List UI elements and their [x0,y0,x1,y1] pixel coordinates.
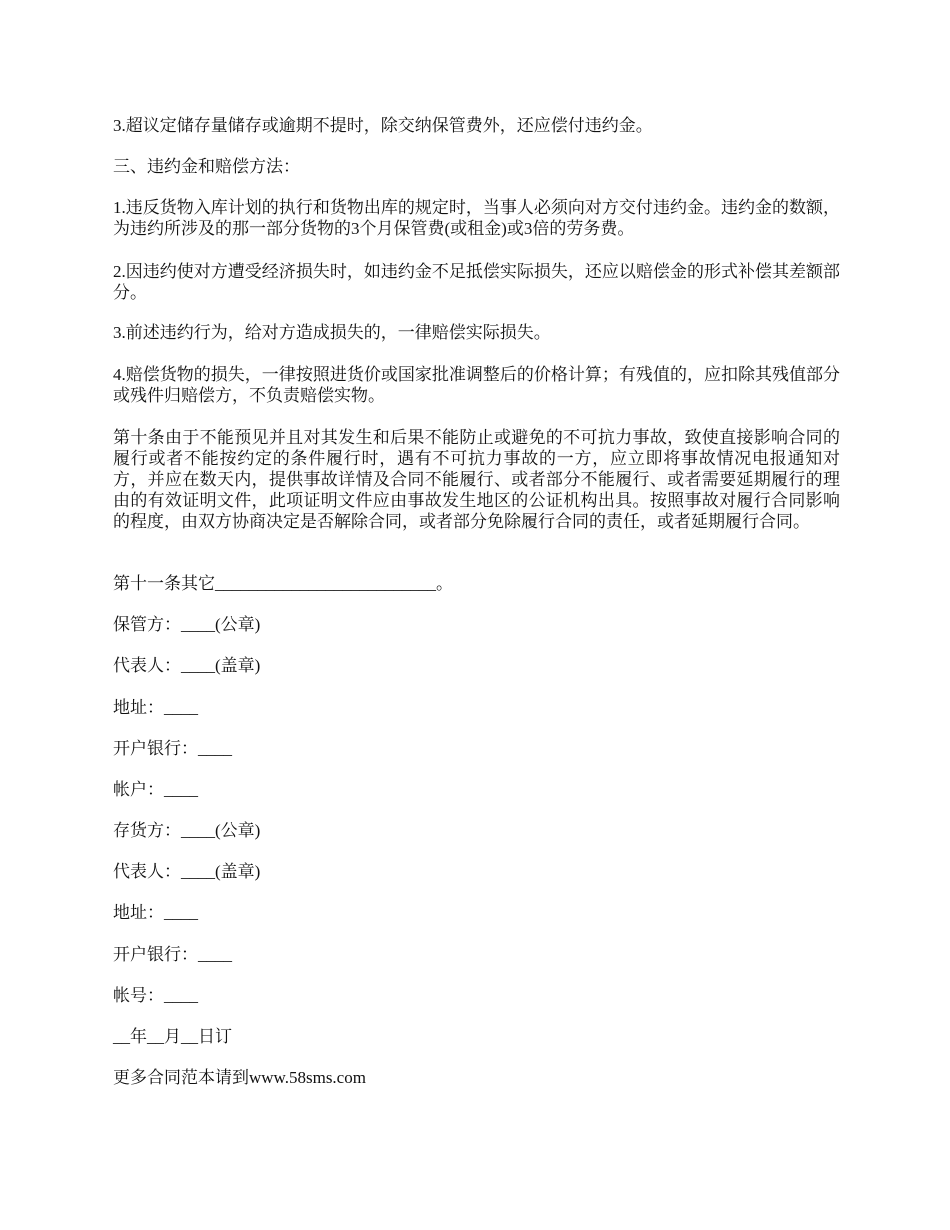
depositor-account-line: 帐号：____ [113,986,198,1005]
depositor-bank-line: 开户银行：____ [113,945,232,964]
keeper-bank-line: 开户银行：____ [113,739,232,758]
signing-date-line: __年__月__日订 [113,1027,232,1046]
depositor-representative-line: 代表人：____(盖章) [113,862,261,881]
depositor-party-line: 存货方：____(公章) [113,821,261,840]
clause-penalty-2: 2.因违约使对方遭受经济损失时，如违约金不足抵偿实际损失，还应以赔偿金的形式补偿其差额部分。 [113,262,840,302]
keeper-representative-line: 代表人：____(盖章) [113,656,261,675]
clause-penalty-4: 4.赔偿货物的损失，一律按照进货价或国家批准调整后的价格计算；有残值的，应扣除其残值部分或残件归赔偿方，不负责赔偿实物。 [113,365,840,405]
keeper-address-line: 地址：____ [113,698,198,717]
keeper-account-line: 帐户：____ [113,780,198,799]
depositor-address-line: 地址：____ [113,903,198,922]
section-heading-penalties: 三、违约金和赔偿方法： [113,157,300,176]
clause-penalty-overstorage: 3.超议定储存量储存或逾期不提时，除交纳保管费外，还应偿付违约金。 [113,116,653,135]
keeper-party-line: 保管方：____(公章) [113,615,261,634]
article-10-force-majeure: 第十条由于不能预见并且对其发生和后果不能防止或避免的不可抗力事故，致使直接影响合同的履行或者不能按约定的条件履行时，遇有不可抗力事故的一方，应立即将事故情况电报通知对方，并应在数天内，提供事故详情及合同不能履行、或者部分不能履行、或者需要延期履行的理由的有效证明文件，此项证明文件应由事故发生地区的公证机构出具。按照事故对履行合同影响的程度，由双方协商决定是否解除合同，或者部分免除履行合同的责任，或者延期履行合同。 [113,428,840,531]
footer-more-templates: 更多合同范本请到www.58sms.com [113,1068,366,1087]
article-11-other: 第十一条其它__________________________。 [113,574,453,593]
clause-penalty-3: 3.前述违约行为，给对方造成损失的，一律赔偿实际损失。 [113,323,551,342]
clause-penalty-1: 1.违反货物入库计划的执行和货物出库的规定时，当事人必须向对方交付违约金。违约金的数额，为违约所涉及的那一部分货物的3个月保管费(或租金)或3倍的劳务费。 [113,198,840,238]
